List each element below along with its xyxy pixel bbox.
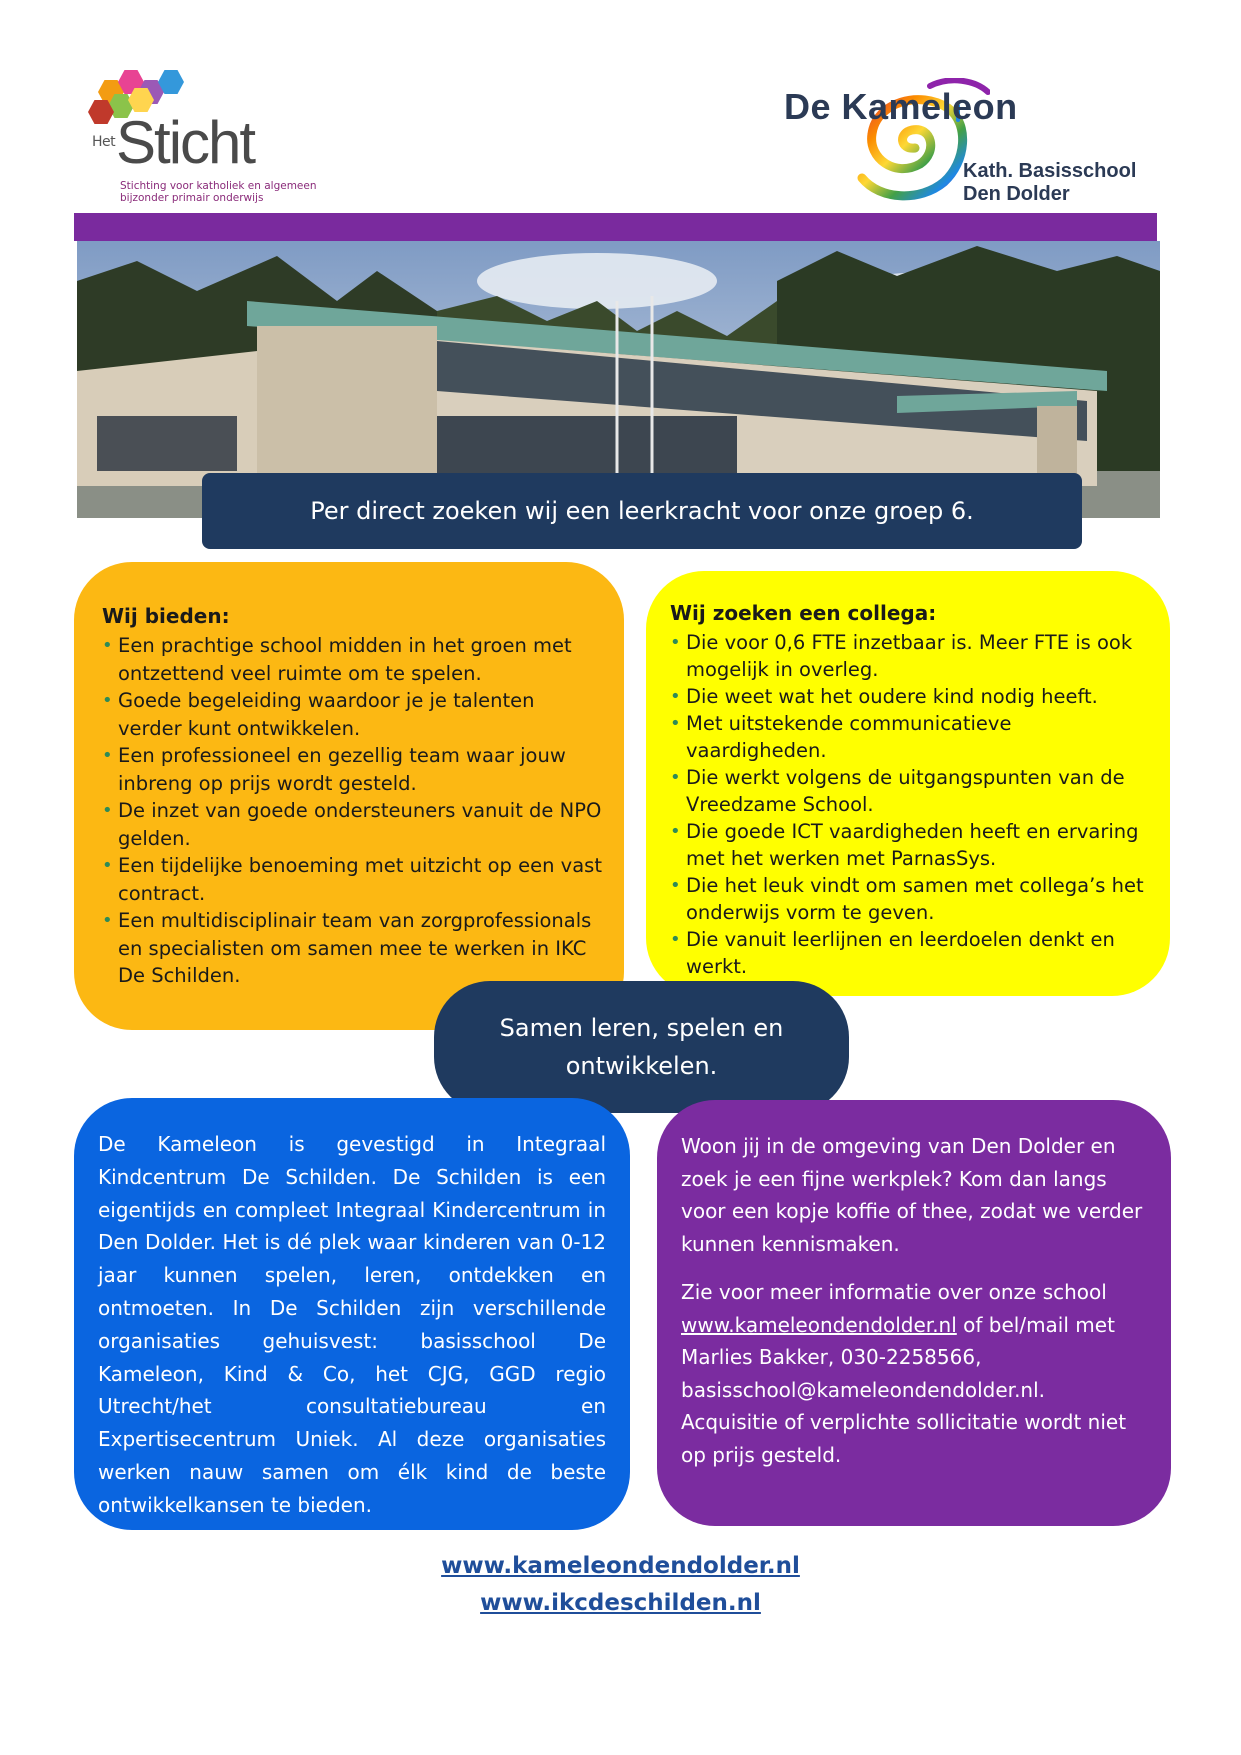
contact-paragraph-2 [681, 1276, 1145, 1471]
logo-kameleon-name: De Kameleon [784, 86, 1018, 127]
card-contact [657, 1100, 1171, 1526]
card-about-school: De Kameleon is gevestigd in Integraal Kindcentrum De Schilden. De Schilden is een eigentijds en compleet Integraal Kindercentrum in Den Dolder. Het is dé plek waar kinderen van 0-12 jaar kunnen spelen, leren, ontdekken en ontmoeten. In De Schilden zijn verschillende organisaties gehuisvest: basisschool De Kameleon, Kind & Co, het CJG, GGD regio Utrecht/het consultatiebureau en Expertisecentrum Uniek. Al deze organisaties werken nauw samen om élk kind de beste ontwikkelkansen te bieden. [74, 1098, 630, 1530]
logo-sticht-name: Sticht [116, 109, 255, 176]
list-item: • Die goede ICT vaardigheden heeft en ervaring met het werken met ParnasSys. [670, 818, 1152, 872]
logo-sticht-tagline [120, 180, 340, 204]
list-item: • Een tijdelijke benoeming met uitzicht op een vast contract. [102, 852, 604, 907]
offer-list [102, 632, 604, 990]
list-item: • Een prachtige school midden in het groen met ontzettend veel ruimte om te spelen. [102, 632, 604, 687]
list-item: • Die voor 0,6 FTE inzetbaar is. Meer FTE is ook mogelijk in overleg. [670, 629, 1152, 683]
card-wij-zoeken [646, 571, 1170, 996]
list-item: • Goede begeleiding waardoor je je talenten verder kunt ontwikkelen. [102, 687, 604, 742]
list-item: • Die vanuit leerlijnen en leerdoelen denkt en werkt. [670, 926, 1152, 980]
motto-banner [434, 981, 849, 1113]
list-item: • Die werkt volgens de uitgangspunten van de Vreedzame School. [670, 764, 1152, 818]
offer-title: Wij bieden: [102, 604, 230, 628]
logo-het-sticht [88, 70, 328, 210]
footer-link-ikc[interactable]: www.ikcdeschilden.nl [480, 1590, 761, 1616]
motto-line1: Samen leren, spelen en [499, 1014, 784, 1042]
list-item: • Een professioneel en gezellig team waar jouw inbreng op prijs wordt gesteld. [102, 742, 604, 797]
list-item: • De inzet van goede ondersteuners vanuit de NPO gelden. [102, 797, 604, 852]
list-item: • Die weet wat het oudere kind nodig heeft. [670, 683, 1152, 710]
contact-website-link[interactable]: www.kameleondendolder.nl [681, 1312, 957, 1337]
logo-sticht-tagline-line2: bijzonder primair onderwijs [120, 192, 264, 204]
contact-paragraph-1: Woon jij in de omgeving van Den Dolder en zoek je een fijne werkplek? Kom dan langs voor een kopje koffie of thee, zodat we verder kunnen kennismaken. [681, 1134, 1143, 1256]
seek-list [670, 629, 1152, 980]
list-item: • Een multidisciplinair team van zorgprofessionals en specialisten om samen mee te werken in IKC De Schilden. [102, 907, 604, 990]
logo-sticht-tagline-line1: Stichting voor katholiek en algemeen [120, 180, 317, 192]
logo-kameleon-sub-line1: Kath. Basisschool [963, 160, 1137, 182]
footer-links [0, 1548, 1241, 1622]
logo-kameleon-sub-line2: Den Dolder [963, 183, 1070, 205]
logo-sticht-prefix: Het [92, 134, 116, 150]
contact-suffix: of bel/mail met Marlies Bakker, 030-2258566, basisschool@kameleondendolder.nl. Acquisitie of verplichte sollicitatie wordt niet op prijs gesteld. [681, 1312, 1127, 1467]
card-wij-bieden [74, 562, 624, 1030]
footer-link-kameleon[interactable]: www.kameleondendolder.nl [441, 1553, 800, 1579]
list-item: • Met uitstekende communicatieve vaardigheden. [670, 710, 1152, 764]
contact-prefix: Zie voor meer informatie over onze school [681, 1280, 1107, 1304]
logo-de-kameleon [780, 72, 1170, 212]
purple-banner-bar [74, 213, 1157, 241]
logo-kameleon-subtitle [963, 160, 1136, 206]
headline-banner: Per direct zoeken wij een leerkracht voor onze groep 6. [202, 473, 1082, 549]
list-item: • Die het leuk vindt om samen met collega’s het onderwijs vorm te geven. [670, 872, 1152, 926]
motto-line2: ontwikkelen. [565, 1052, 718, 1080]
seek-title: Wij zoeken een collega: [670, 601, 937, 625]
